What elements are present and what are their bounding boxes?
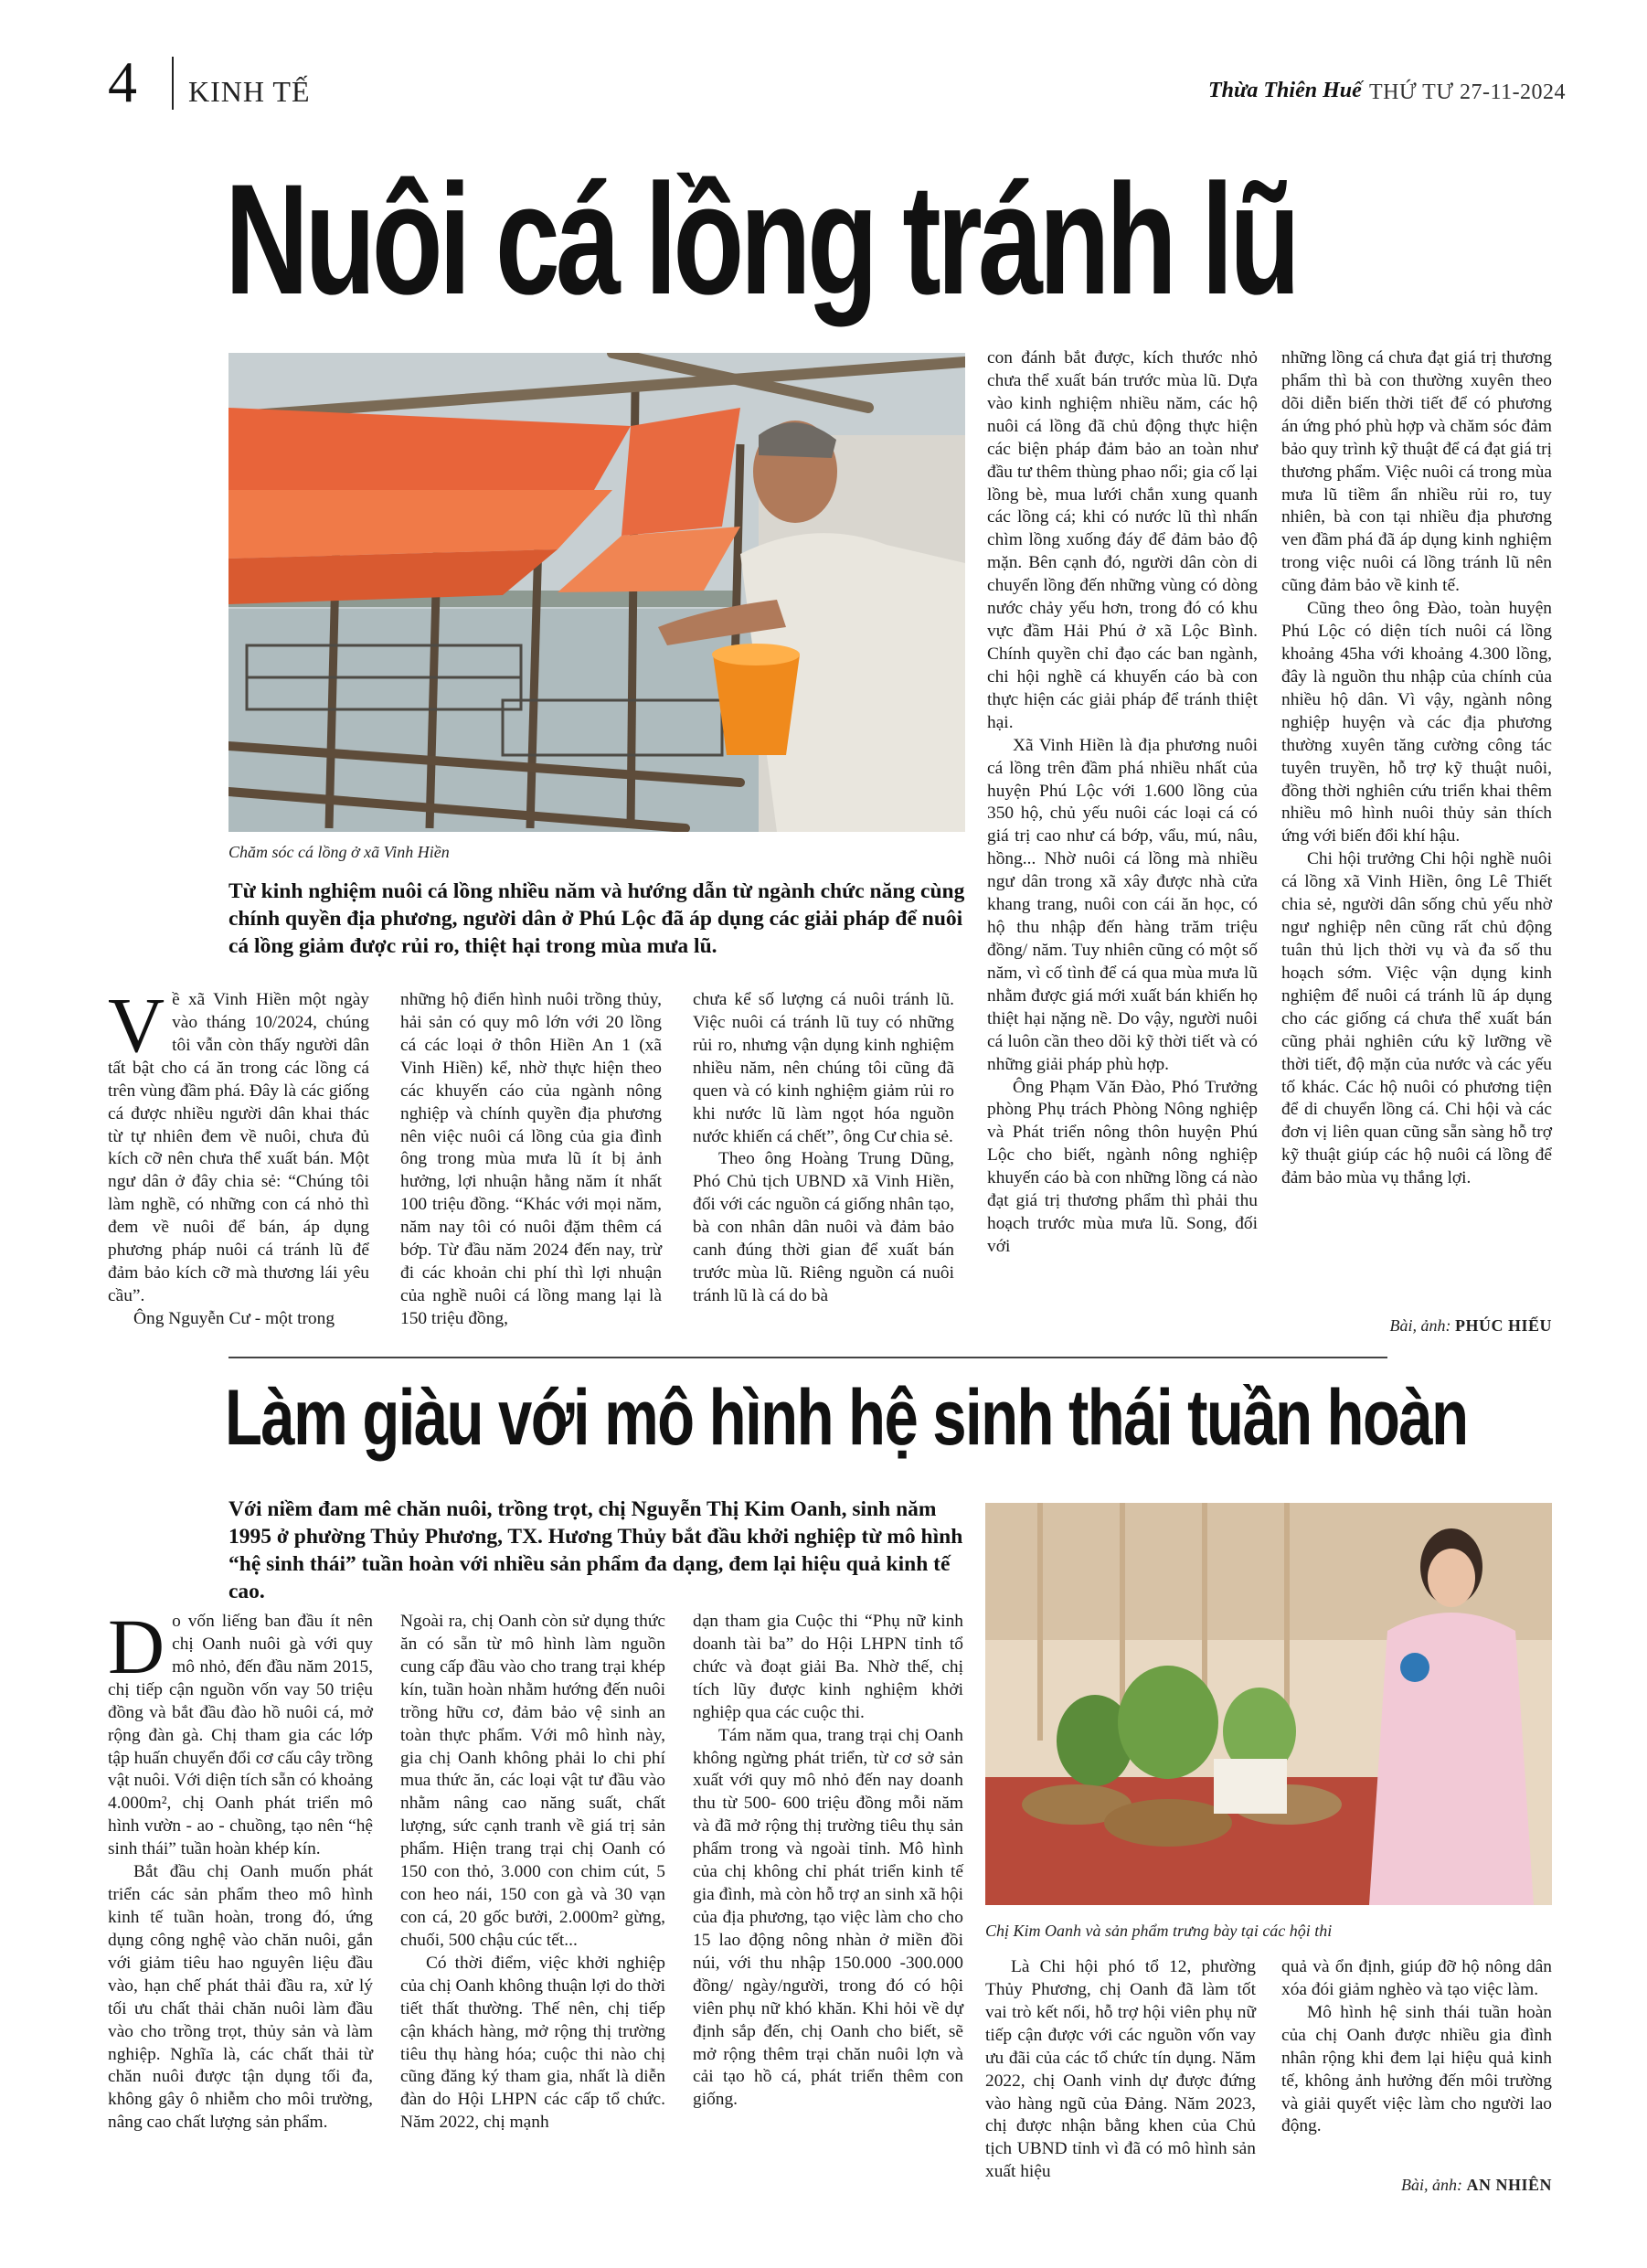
article1-column-1: Về xã Vinh Hiền một ngày vào tháng 10/2024, chúng tôi vẫn còn thấy người dân tất bật cho cá ăn trong các lồng cá trên vùng đầm phá. Đây là các giống cá được nhiều người dân khai thác từ tự nhiên đem về nuôi, chưa đủ kích cỡ nên chưa thể xuất bán. Một ngư dân ở đây chia sẻ: “Chúng tôi làm nghề, có những con cá nhỏ thì đem về nuôi để bán, áp dụng phương pháp nuôi cá tránh lũ để đảm bảo kích cỡ mà thương lái yêu cầu”. Ông Nguyễn Cư - một trong [108, 981, 369, 1328]
article1-column-5: những lồng cá chưa đạt giá trị thương phẩm thì bà con thường xuyên theo dõi diễn biến thời tiết để có phương án ứng phó phù hợp và chăm sóc đảm bảo quy trình kỹ thuật để cá đạt giá trị thương phẩm. Việc nuôi cá trong mùa mưa lũ tiềm ẩn nhiều rủi ro, tuy nhiên, bà con tại nhiều địa phương ven đầm phá đã áp dụng kinh nghiệm trong việc nuôi cá lồng tránh lũ nên cũng đảm bảo về kinh tế. Cũng theo ông Đào, toàn huyện Phú Lộc có diện tích nuôi cá lồng khoảng 45ha với khoảng 4.300 lồng, đây là nguồn thu nhập của chính của nhiều hộ dân. Vì vậy, ngành nông nghiệp huyện và các địa phương thường xuyên tăng cường công tác tuyên truyền, hỗ trợ kỹ thuật nuôi, đồng thời nghiên cứu triển khai thêm nhiều mô hình nuôi thủy sản thích ứng với biến đổi khí hậu. Chi hội trưởng Chi hội nghề nuôi cá lồng xã Vinh Hiền, ông Lê Thiết chia sẻ, người dân sống chủ yếu nhờ ngư nghiệp nên cũng rất chủ động tuân thủ lịch thời vụ và đa số thu hoạch sớm. Việc vận dụng kinh nghiệm để nuôi cá tránh lũ áp dụng cho các giống cá chưa thể xuất bán cũng phải nghiên cứu kỹ lưỡng về thời tiết, độ mặn của nước và các yếu tố khác. Các hộ nuôi có phương tiện để di chuyển lồng cá. Chi hội và các đơn vị liên quan cũng sẵn sàng hỗ trợ kỹ thuật giúp các hộ nuôi cá lồng để đảm bảo mùa vụ thắng lợi. [1281, 348, 1552, 1188]
article1-photo-caption: Chăm sóc cá lồng ở xã Vinh Hiền [228, 843, 450, 861]
issue-date: THỨ TƯ 27-11-2024 [1369, 80, 1567, 104]
article1-lead: Từ kinh nghiệm nuôi cá lồng nhiều năm và hướng dẫn từ ngành chức năng cùng chính quyền địa phương, người dân ở Phú Lộc đã áp dụng các giải pháp để nuôi cá lồng giảm được rủi ro, thiệt hại trong mùa mưa lũ. [228, 879, 965, 959]
article1-column-4: con đánh bắt được, kích thước nhỏ chưa thể xuất bán trước mùa lũ. Dựa vào kinh nghiệm nhiều năm, các hộ nuôi cá lồng đã chủ động thực hiện các biện pháp đảm bảo an toàn như đầu tư thêm thùng phao nổi; gia cố lại lồng bè, mua lưới chắn xung quanh các lồng cá; khi có nước lũ thì nhấn chìm lồng xuống đáy để đảm bảo độ mặn. Bên cạnh đó, người dân còn di chuyển lồng đến những vùng có dòng nước chảy yếu hơn, trong đó có khu vực đầm Hải Phú ở xã Lộc Bình. Chính quyền chỉ đạo các ban ngành, chi hội nghề cá khuyến cáo bà con thực hiện các giải pháp để tránh thiệt hại. Xã Vinh Hiền là địa phương nuôi cá lồng trên đầm phá nhiều nhất của huyện Phú Lộc với 1.600 lồng của 350 hộ, chủ yếu nuôi các loại cá có giá trị cao như cá bớp, vẩu, mú, nâu, hồng... Nhờ nuôi cá lồng mà nhiều ngư dân trong xã xây được nhà cửa khang trang, nuôi con cái ăn học, có hộ thu nhập đến hàng trăm triệu đồng/ năm. Tuy nhiên cũng có một số năm, vì cố tình để cá qua mùa mưa lũ nhằm được giá mới xuất bán khiến họ thiệt hại nặng nề. Do vậy, người nuôi cá luôn cần theo dõi kỹ thời tiết và có những giải pháp phù hợp. Ông Phạm Văn Đào, Phó Trưởng phòng Phụ trách Phòng Nông nghiệp và Phát triển nông thôn huyện Phú Lộc cho biết, ngành nông nghiệp khuyến cáo bà con những lồng cá nào đạt giá trị thương phẩm thì phải thu hoạch trước mùa mưa lũ. Song, đối với [987, 348, 1258, 1256]
newspaper-name: Thừa Thiên Huế [1208, 79, 1362, 102]
article1-byline: Bài, ảnh: PHÚC HIẾU [1389, 1316, 1552, 1335]
article2-headline: Làm giàu với mô hình hệ sinh thái tuần hoàn [225, 1374, 1468, 1462]
article-divider [228, 1357, 1387, 1358]
article2-byline: Bài, ảnh: AN NHIÊN [1400, 2176, 1552, 2194]
article2-column-5: quả và ổn định, giúp đỡ hộ nông dân xóa đói giảm nghèo và tạo việc làm. Mô hình hệ sinh thái tuần hoàn của chị Oanh được nhiều gia đình nhân rộng khi đem lại hiệu quả kinh tế, không ảnh hưởng đến môi trường và giải quyết việc làm cho người lao động. [1281, 1957, 1552, 2136]
article1-column-3: chưa kể số lượng cá nuôi tránh lũ. Việc nuôi cá tránh lũ tuy có những rủi ro, nhưng vận dụng kinh nghiệm nhiều năm, nên chúng tôi cũng đã quen và có kinh nghiệm giảm rủi ro khi nước lũ làm ngọt hóa nguồn nước khiến cá chết”, ông Cư chia sẻ. Theo ông Hoàng Trung Dũng, Phó Chủ tịch UBND xã Vinh Hiền, đối với các nguồn cá giống nhân tạo, bà con nhân dân nuôi và đảm bảo canh đúng thời gian để xuất bán trước mùa lũ. Riêng nguồn cá nuôi tránh lũ là cá do bà [693, 990, 954, 1305]
article2-column-1: Do vốn liếng ban đầu ít nên chị Oanh nuôi gà với quy mô nhỏ, đến đầu năm 2015, chị tiếp cận nguồn vốn vay 50 triệu đồng và bắt đầu đào hồ nuôi cá, mở rộng đàn gà. Chị tham gia các lớp tập huấn chuyển đổi cơ cấu cây trồng vật nuôi. Với diện tích sẵn có khoảng 4.000m², chị Oanh phát triển mô hình vườn - ao - chuồng, tạo nên “hệ sinh thái” tuần hoàn khép kín. Bắt đầu chị Oanh muốn phát triển các sản phẩm theo mô hình kinh tế tuần hoàn, trong đó, ứng dụng công nghệ vào chăn nuôi, gắn với giảm tiêu hao nguyên liệu đầu vào, hạn chế phát thải đầu ra, xử lý tối ưu chất thải chăn nuôi làm đầu vào cho trồng trọt, thủy sản và làm nghiệp. Nghĩa là, các chất thải từ chăn nuôi được tận dụng tối đa, không gây ô nhiễm cho môi trường, nâng cao chất lượng sản phẩm. [108, 1603, 373, 2133]
article2-column-4: Là Chi hội phó tổ 12, phường Thủy Phương, chị Oanh đã làm tốt vai trò kết nối, hỗ trợ hội viên phụ nữ tiếp cận được với các nguồn vốn vay ưu đãi của các tổ chức tín dụng. Năm 2022, chị Oanh vinh dự được đứng vào hàng ngũ của Đảng. Năm 2023, chị được nhận bằng khen của Chủ tịch UBND tỉnh vì đã có mô hình sản xuất hiệu [985, 1957, 1256, 2182]
article2-photo-caption: Chị Kim Oanh và sản phẩm trưng bày tại các hội thi [985, 1922, 1333, 1940]
page-number: 4 [108, 49, 137, 114]
article2-lead: Với niềm đam mê chăn nuôi, trồng trọt, chị Nguyễn Thị Kim Oanh, sinh năm 1995 ở phường Thủy Phương, TX. Hương Thủy bắt đầu khởi nghiệp từ mô hình “hệ sinh thái” tuần hoàn với nhiều sản phẩm đa dạng, đem lại hiệu quả kinh tế cao. [228, 1497, 963, 1604]
article2-dropcap: D [108, 1603, 165, 1690]
header-divider [172, 57, 174, 110]
article2-photo [985, 1503, 1552, 1905]
section-name: KINH TẾ [188, 75, 311, 108]
article2-column-3: dạn tham gia Cuộc thi “Phụ nữ kinh doanh tài ba” do Hội LHPN tỉnh tổ chức và đoạt giải Ba. Nhờ thế, chị tích lũy được kinh nghiệm khởi nghiệp qua các cuộc thi. Tám năm qua, trang trại chị Oanh không ngừng phát triển, từ cơ sở sản xuất với quy mô nhỏ đến nay doanh thu từ 500- 600 triệu đồng mỗi năm và đã mở rộng thị trường tiêu thụ sản phẩm trong và ngoài tỉnh. Mô hình của chị không chỉ phát triển kinh tế gia đình, mà còn hỗ trợ an sinh xã hội của địa phương, tạo việc làm cho cho 15 lao động nông nhàn ở miền đồi núi, với thu nhập 150.000 -300.000 đồng/ ngày/người, trong đó có hội viên phụ nữ khó khăn. Khi hỏi về dự định sắp đến, chị Oanh cho biết, sẽ mở rộng thêm trại chăn nuôi lợn và cải tạo hồ cá, phát triển thêm con giống. [693, 1612, 963, 2110]
article1-photo [228, 353, 965, 832]
article1-headline: Nuôi cá lồng tránh lũ [225, 152, 1297, 327]
article2-column-2: Ngoài ra, chị Oanh còn sử dụng thức ăn có sẵn từ mô hình làm nguồn cung cấp đầu vào cho trang trại khép kín, tuần hoàn nhằm hướng đến nuôi trồng hữu cơ, đảm bảo vệ sinh an toàn thực phẩm. Với mô hình này, gia chị Oanh không phải lo chi phí mua thức ăn, các loại vật tư đầu vào nhằm nâng cao năng suất, chất lượng, sức cạnh tranh về giá trị sản phẩm. Hiện trang trại chị Oanh có 150 con thỏ, 3.000 con chim cút, 5 con heo nái, 150 con gà và 30 vạn con cá, 20 gốc bưởi, 2.000m² gừng, chuối, 500 chậu cúc tết... Có thời điểm, việc khởi nghiệp của chị Oanh không thuận lợi do thời tiết thất thường. Thế nên, chị tiếp cận khách hàng, mở rộng thị trường tiêu thụ hàng hóa; cuộc thi nào chị cũng đăng ký tham gia, nhất là diễn đàn do Hội LHPN các cấp tổ chức. Năm 2022, chị mạnh [400, 1612, 665, 2133]
article1-column-2: những hộ điển hình nuôi trồng thủy, hải sản có quy mô lớn với 20 lồng cá các loại ở thôn Hiền An 1 (xã Vinh Hiền) kể, nhờ thực hiện theo các khuyến cáo của ngành nông nghiệp và chính quyền địa phương nên việc nuôi cá lồng của gia đình ông trong mùa mưa lũ ít bị ảnh hưởng, lợi nhuận hằng năm ít nhất 100 triệu đồng. “Khác với mọi năm, năm nay tôi có nuôi đặm thêm cá bớp. Từ đầu năm 2024 đến nay, trừ đi các khoản chi phí thì lợi nhuận của nghề nuôi cá lồng mang lại là 150 triệu đồng, [400, 990, 662, 1328]
article1-dropcap: V [108, 981, 165, 1069]
